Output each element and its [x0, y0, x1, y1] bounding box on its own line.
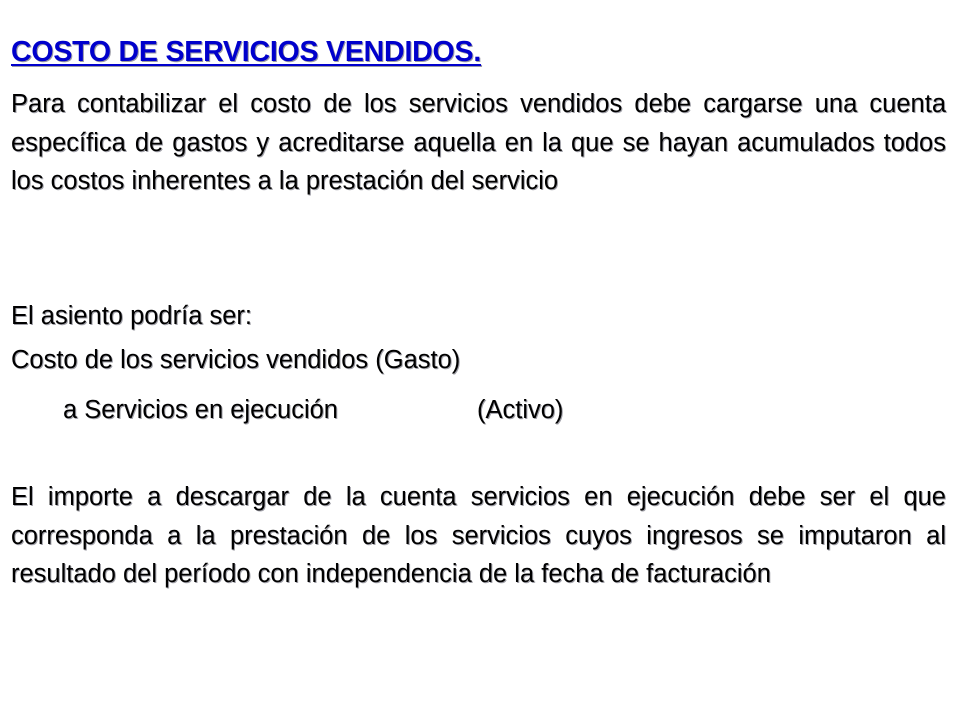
debit-entry-line: Costo de los servicios vendidos (Gasto) — [11, 346, 461, 374]
credit-entry-type: (Activo) — [477, 396, 564, 424]
credit-entry-account: a Servicios en ejecución — [63, 396, 338, 424]
slide-title: COSTO DE SERVICIOS VENDIDOS. — [11, 36, 482, 68]
closing-paragraph: El importe a descargar de la cuenta servicios en ejecución debe ser el que corresponda a la prestación de los servicios cuyos ingresos se imputaron al resultado del período con independencia de la fecha de facturación — [11, 483, 946, 588]
intro-paragraph: Para contabilizar el costo de los servicios vendidos debe cargarse una cuenta específica de gastos y acreditarse aquella en la que se hayan acumulados todos los costos inherentes a la prestación del servicio — [11, 90, 946, 195]
asiento-intro: El asiento podría ser: — [11, 302, 252, 330]
